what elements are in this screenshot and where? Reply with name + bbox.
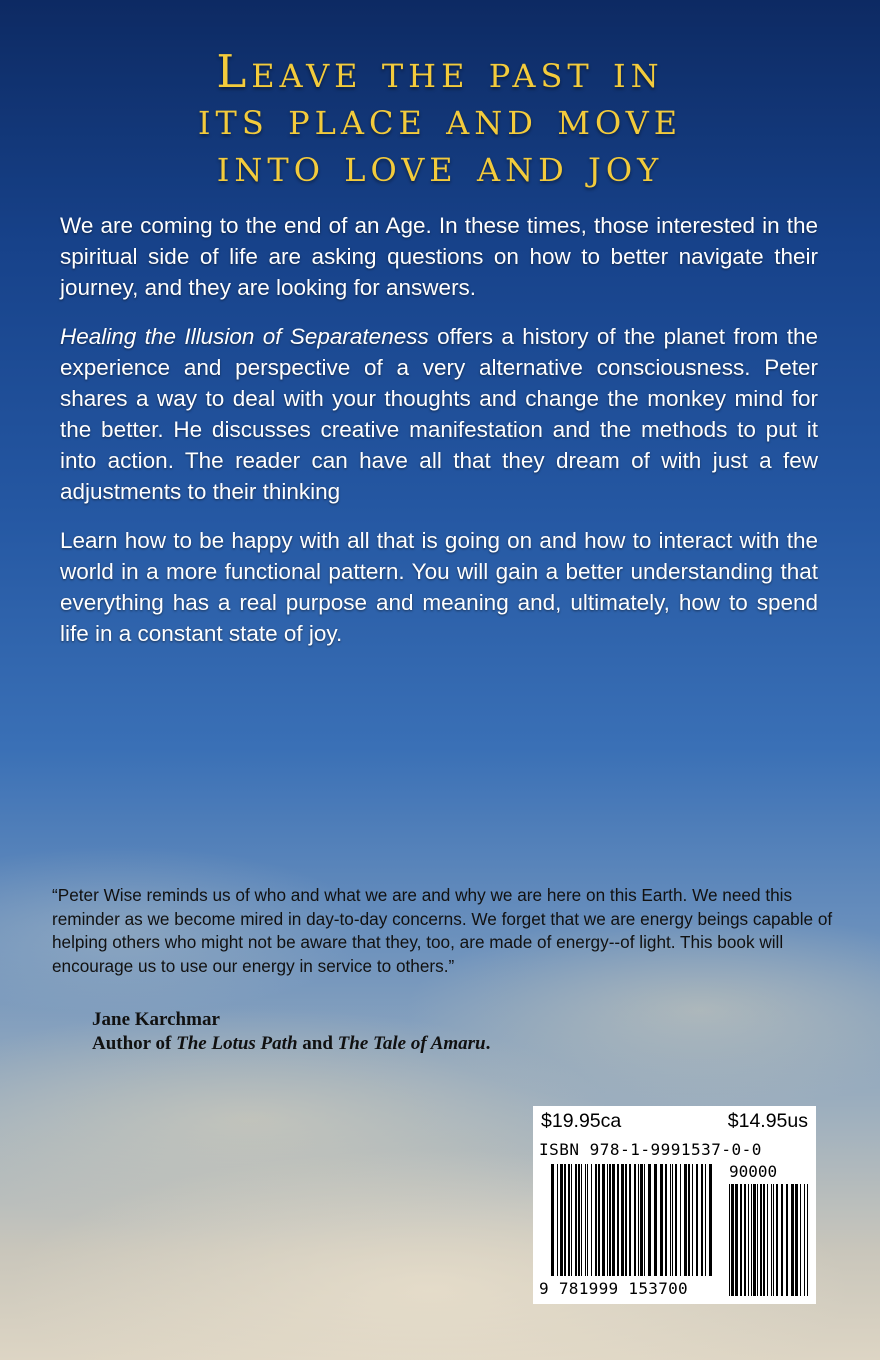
endorsement-text: “Peter Wise reminds us of who and what we are and why we are here on this Earth. We need this reminder as we become mired in day-to-day concerns. We forget that we are energy beings capable of helping others who might not be aware that they, too, are made of energy--of light. This book will encourage us to use our energy in service to others.” [52, 885, 833, 976]
headline [0, 45, 880, 192]
ean-bar [629, 1164, 631, 1276]
ean-bar [602, 1164, 605, 1276]
ean-bar [575, 1164, 577, 1276]
ean-bar [617, 1164, 619, 1276]
addon-bar [804, 1184, 805, 1296]
ean-bar [585, 1164, 586, 1276]
barcode-graphic [533, 1106, 816, 1304]
endorser-credit [92, 1032, 490, 1056]
ean-bar [709, 1164, 712, 1276]
addon-bar [731, 1184, 734, 1296]
addon-bar [795, 1184, 798, 1296]
barcode-panel [533, 1106, 816, 1304]
addon-code: 90000 [729, 1162, 778, 1181]
ean-bar [688, 1164, 690, 1276]
ean-bar [621, 1164, 624, 1276]
addon-barcode-bars [729, 1184, 808, 1296]
ean-bar [551, 1164, 554, 1276]
addon-bar [773, 1184, 774, 1296]
ean-bar [560, 1164, 563, 1276]
credit-book-1: The Lotus Path [176, 1033, 298, 1054]
ean-bar [568, 1164, 570, 1276]
ean-number: 9 781999 153700 [539, 1279, 688, 1298]
ean-bar [598, 1164, 600, 1276]
blurb-paragraph-3: Learn how to be happy with all that is going on and how to interact with the world in a more functional pattern. You will gain a better understanding that everything has a real purpose and meaning and, ultimately, how to spend life in a constant state of joy. [60, 528, 818, 646]
endorsement [52, 884, 842, 978]
ean-bar [557, 1164, 558, 1276]
ean-bar [680, 1164, 681, 1276]
ean-bar [581, 1164, 582, 1276]
addon-bar [807, 1184, 808, 1296]
ean-bar [612, 1164, 615, 1276]
price-us: $14.95us [727, 1110, 808, 1132]
addon-bar [767, 1184, 768, 1296]
addon-bar [771, 1184, 772, 1296]
headline-line-2: its place and move [197, 92, 683, 145]
addon-bar [751, 1184, 752, 1296]
ean-bar [638, 1164, 639, 1276]
isbn-label: ISBN 978-1-9991537-0-0 [539, 1140, 762, 1159]
ean-bar [696, 1164, 698, 1276]
ean-bar [587, 1164, 588, 1276]
addon-bar [748, 1184, 749, 1296]
ean-bar [692, 1164, 693, 1276]
ean-bar [648, 1164, 651, 1276]
book-title: Healing the Illusion of Separateness [60, 324, 429, 349]
endorser-name: Jane Karchmar [92, 1009, 220, 1030]
ean-bar [640, 1164, 643, 1276]
addon-bar [744, 1184, 746, 1296]
blurb-paragraph-1: We are coming to the end of an Age. In these times, those interested in the spiritual side of life are asking questions on how to better navigate their journey, and they are looking for answers. [60, 213, 818, 300]
blurb-paragraph-2-text: offers a history of the planet from the experience and perspective of a very alternative consciousness. Peter shares a way to deal with your thoughts and change the monkey mind for the better. He discusses creative manifestation and the methods to put it into action. The reader can have all that they dream of with just a few adjustments to their thinking [60, 324, 818, 504]
price-canada: $19.95ca [541, 1110, 622, 1132]
addon-bar [763, 1184, 765, 1296]
ean-bar [607, 1164, 608, 1276]
addon-bar [786, 1184, 788, 1296]
ean-bar [571, 1164, 572, 1276]
addon-bar [800, 1184, 801, 1296]
credit-and: and [297, 1033, 338, 1054]
credit-prefix: Author of [92, 1033, 177, 1054]
credit-book-2: The Tale of Amaru [337, 1033, 486, 1054]
ean-bar [634, 1164, 636, 1276]
addon-bar [753, 1184, 756, 1296]
addon-bar [791, 1184, 794, 1296]
addon-bar [757, 1184, 758, 1296]
ean-barcode-bars [551, 1164, 712, 1276]
ean-bar [591, 1164, 592, 1276]
ean-bar [644, 1164, 645, 1276]
ean-bar [564, 1164, 566, 1276]
ean-bar [578, 1164, 580, 1276]
ean-bar [684, 1164, 687, 1276]
headline-line-1: Leave the past in [216, 45, 664, 98]
ean-bar [665, 1164, 667, 1276]
ean-bar [670, 1164, 671, 1276]
ean-bar [609, 1164, 611, 1276]
blurb [60, 210, 818, 667]
addon-bar [729, 1184, 730, 1296]
ean-bar [675, 1164, 677, 1276]
ean-bar [672, 1164, 673, 1276]
addon-bar [781, 1184, 783, 1296]
ean-bar [654, 1164, 657, 1276]
ean-bar [595, 1164, 597, 1276]
addon-bar [776, 1184, 778, 1296]
ean-bar [701, 1164, 703, 1276]
headline-line-3: into love and joy [216, 139, 664, 192]
addon-bar [740, 1184, 742, 1296]
ean-bar [625, 1164, 627, 1276]
credit-end: . [485, 1033, 491, 1054]
ean-bar [660, 1164, 663, 1276]
endorsement-attribution [92, 1008, 490, 1056]
addon-bar [735, 1184, 738, 1296]
blurb-paragraph-2 [60, 321, 818, 507]
ean-bar [705, 1164, 706, 1276]
addon-bar [760, 1184, 762, 1296]
